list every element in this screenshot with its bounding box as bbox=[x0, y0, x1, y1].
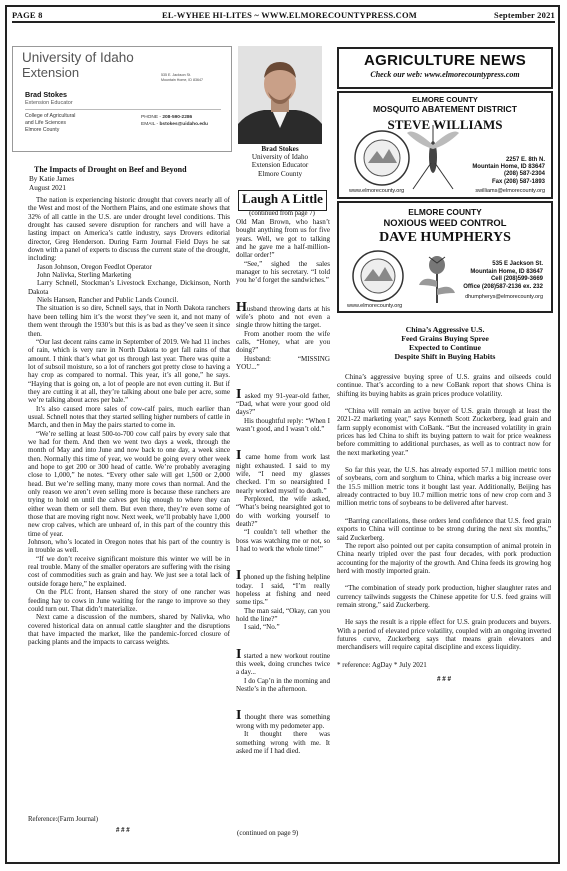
ad-address: 535 E Jackson St. Mountain Home, ID 83647 Cell (208)599-3669 Office (208)587-2136 ex. 232 bbox=[463, 261, 543, 290]
drop-cap: I bbox=[236, 708, 242, 724]
paragraph: China’s aggressive buying spree of U.S. grains and oilseeds could continue. That’s according to a new CoBank report that shows China is shifting its buying habits as grain prices produce volatility. bbox=[337, 373, 551, 398]
agriculture-news-banner bbox=[337, 47, 553, 89]
photo-caption: Brad Stokes University of Idaho Extension Educator Elmore County bbox=[251, 145, 309, 178]
uidaho-logo: University of Idaho bbox=[22, 50, 134, 65]
ad-contact-name: STEVE WILLIAMS bbox=[387, 117, 503, 132]
card-email: bstokes@uidaho.edu bbox=[159, 122, 208, 127]
joke-text: From another room the wife calls, “Honey, what are you doing?” bbox=[236, 329, 330, 355]
joke-text: I do Cap’n in the morning and Nestle’s in the afternoon. bbox=[236, 676, 330, 694]
drop-cap: I bbox=[236, 386, 242, 402]
ad-department: NOXIOUS WEED CONTROL bbox=[383, 217, 507, 228]
article-title-china: China’s Aggressive U.S. Feed Grains Buying Spree Expected to Continue Despite Shift in Buying Habits bbox=[394, 325, 496, 361]
page-header bbox=[12, 7, 555, 21]
end-mark: # # # bbox=[436, 674, 452, 683]
card-name: Brad Stokes bbox=[25, 90, 67, 99]
drought-reference: Reference:(Farm Journal) bbox=[28, 816, 99, 823]
joke-text: I said, “No.” bbox=[244, 623, 280, 632]
ad-address: 2257 E. 8th N. Mountain Home, ID 83647 (208) 587-2304 Fax (208) 587-1893 bbox=[472, 157, 545, 185]
joke-text: thought there was something wrong with my pedometer app. bbox=[236, 713, 330, 730]
ag-news-title: AGRICULTURE NEWS bbox=[363, 52, 526, 69]
paragraph: The nation is experiencing historic drought that covers nearly all of the West and most of the Northern Plains, and one estimate shows that 32% of all cattle in the U.S. are under drought level conditions. This drought has caused severe disruption for ranchers and will have a lasting impact on America’s cattle industry, says Drovers editorial director, Greg Henderson. During Farm Journal Field Days he sat down with a panel of experts to discuss the current state of the drought, including: bbox=[28, 196, 230, 263]
joke-text: asked my 91-year-old father, “Dad, what were your good old days?” bbox=[236, 391, 330, 417]
article-byline: By Katie James August 2021 bbox=[29, 175, 75, 192]
author-photo bbox=[238, 46, 322, 144]
paragraph: “We’re selling at least 500-to-700 cow calf pairs by every sale that we had for them. And then we went two days a week, through the month of May and into June and now back to one day, a week since then. Normally this time of year, we would be going every other week and hope to get 200 or 300 head of cattle. We’re probably averaging close to 1,000,” he notes. “Every other sale will get 1,500 or 2,000 head. But we’re selling many, many more cows than normal. And the only reason we aren’t even selling more is because these ranchers are trying to hold on until the calves get big enough to where they can either wean them or sell them. But even there, they’re even some of those that are moving right now. Next week, we’ll probably have 1,000 new crop calves, which are unheard of, in this part of the country this time of year. bbox=[28, 429, 230, 538]
ad-county: ELMORE COUNTY bbox=[412, 95, 478, 104]
ad-email: dhumpherys@elmorecounty.org bbox=[465, 294, 543, 300]
drop-cap: I bbox=[236, 646, 242, 662]
joke-text: The man said, “Okay, can you hold the line?” bbox=[236, 606, 330, 624]
joke-text: Husband: “MISSING YOU...” bbox=[236, 354, 330, 372]
paragraph: It’s also caused more sales of cow-calf pairs, much earlier than usual. Schnell notes that they started selling higher numbers of cattle in March, and then in May the pairs started to come in. bbox=[28, 404, 230, 430]
continued-on-page: (continued on page 9) bbox=[237, 829, 299, 837]
mosquito-abatement-ad bbox=[337, 91, 553, 199]
panel-member: John Nalivka, Sterling Marketing bbox=[37, 271, 132, 280]
paragraph: “China will remain an active buyer of U.S. grain through at least the 2021-22 marketing year,” says Kenneth Scott Zuckerberg, lead grain and farm supply economist with CoBank. “But the increased volatility in grain prices has led China to shift its buying pattern to wait for price weakness before committing to additional purchases, as well as to contract now for the next marketing year.” bbox=[337, 407, 551, 457]
card-department: College of Agricultural and Life Sciences Elmore County bbox=[25, 113, 76, 133]
publication-line: EL-WYHEE HI-LITES ~ WWW.ELMORECOUNTYPRESS.COM bbox=[162, 10, 418, 20]
china-reference: * reference: AgDay * July 2021 bbox=[337, 660, 427, 669]
noxious-weed-ad bbox=[337, 201, 553, 313]
thistle-weed-icon bbox=[415, 251, 459, 303]
issue-date: September 2021 bbox=[494, 10, 555, 20]
drop-cap: H bbox=[236, 299, 247, 315]
ad-county: ELMORE COUNTY bbox=[408, 207, 482, 217]
drop-cap: I bbox=[236, 448, 242, 464]
ad-website: www.elmorecounty.org bbox=[347, 303, 403, 309]
paragraph: “The combination of steady pork production, higher slaughter rates and currency tailwinds suggests the Chinese appetite for U.S. feed grains will remain strong,” said Zuckerberg. bbox=[337, 584, 551, 609]
laugh-continued-from: (continued from page 7) bbox=[249, 210, 315, 217]
ag-news-website: Check our web: www.elmorecountypress.com bbox=[370, 70, 520, 79]
china-article-body bbox=[337, 373, 551, 683]
joke-text: phoned up the fishing helpline today. I said, “I’m really hopeless at fishing and need some tips.” bbox=[236, 573, 330, 607]
paragraph: On the PLC front, Hansen shared the story of one rancher was feeding hay to cows in June waiting for the range to improve so they could turn out. That didn’t materialize. bbox=[28, 588, 230, 613]
ad-website: www.elmorecounty.org bbox=[349, 188, 405, 194]
paragraph: He says the result is a ripple effect for U.S. grain producers and buyers. With a period of elevated price volatility, coupled with an ongoing inverted futures curve, Zuckerberg says that means grain elevators and merchandisers will require capital discipline and excess liquidity. bbox=[337, 618, 551, 652]
joke-text: started a new workout routine this week, doing crunches twice a day... bbox=[236, 651, 330, 677]
paragraph: The situation is so dire, Schnell says, that in North Dakota ranchers have been telling him it’s the worst they’ve seen it, and not many of them went through the 1930’s but this is as bad as they’ve seen it since then. bbox=[28, 304, 230, 338]
drought-article-body bbox=[28, 196, 230, 647]
joke-text: It thought there was something wrong with me. It asked me if I had died. bbox=[236, 730, 330, 755]
joke-text: came home from work last night exhausted. I said to my wife, “I need my glasses checked. I’m so nearsighted I nearly worked myself to death.” bbox=[236, 453, 330, 495]
ad-email: swilliams@elmorecounty.org bbox=[475, 188, 545, 194]
end-mark: # # # bbox=[116, 827, 130, 834]
article-title-drought: The Impacts of Drought on Beef and Beyond bbox=[34, 165, 187, 174]
joke-text: usband throwing darts at his wife’s photo and not even a single throw hitting the target. bbox=[236, 304, 330, 330]
card-address: 535 E. Jackson St. Mountain Home, ID 83647 bbox=[161, 73, 203, 82]
county-seal-icon bbox=[351, 249, 405, 303]
panel-member: Niels Hansen, Rancher and Public Lands Council. bbox=[37, 296, 179, 305]
card-title: Extension Educator bbox=[25, 100, 73, 106]
paragraph: So far this year, the U.S. has already exported 57.1 million metric tons of soybeans, corn and sorghum to China, which marks a big increase over the 15.5 million metric tons it bought last year. Additionally, Beijing has already contracted to buy 10.7 million metric tons of new crop corn and 3 million metric tons of soybeans to be delivered after harvest. bbox=[337, 466, 551, 508]
paragraph: “If we don’t receive significant moisture this winter we will be in real trouble. Many of the smaller operators are suffering with the rising cost of commodities such as grain and hay. We just see a total lack of outside forage here,” he explained. bbox=[28, 554, 230, 588]
uidaho-business-card bbox=[12, 46, 232, 152]
paragraph: Next came a discussion of the numbers, shared by Nalivka, who covered historical data on annual cattle slaughter and the disruptions that have impacted the market, like the pandemic-forced closure of packing plants and the impacts to carcass weights. bbox=[28, 613, 230, 647]
card-contact: PHONE - 208-590-2286 EMAIL - bstokes@uidaho.edu bbox=[141, 115, 208, 127]
paragraph: Johnson, who’s located in Oregon notes that his part of the country is in trouble as well. bbox=[28, 538, 230, 555]
paragraph: The report also pointed out per capita consumption of animal protein in China nearly tripled over the past four decades, with pork production accounting for the majority of the growth. And China feeds its growing hog herd with mostly imported grain. bbox=[337, 541, 551, 575]
page-number: PAGE 8 bbox=[12, 10, 43, 20]
card-divider bbox=[25, 109, 221, 110]
ad-district: MOSQUITO ABATEMENT DISTRICT bbox=[372, 104, 518, 114]
extension-logo-text: Extension bbox=[22, 65, 80, 80]
joke-text: “I couldn’t tell whether the boss was watching me or not, so I had to work the whole time!” bbox=[236, 528, 330, 553]
drop-cap: I bbox=[236, 568, 242, 584]
card-phone: 208-590-2286 bbox=[162, 115, 193, 120]
joke-text: Old Man Brown, who hasn’t bought anything from us for five years. Well, we got to talking and he gave me a half-million-dollar order!” bbox=[236, 218, 330, 260]
panel-member: Larry Schnell, Stockman’s Livestock Exchange, Dickinson, North Dakota bbox=[28, 279, 230, 296]
panel-member: Jason Johnson, Oregon Feedlot Operator bbox=[37, 262, 152, 271]
joke-text: His thoughtful reply: “When I wasn’t good, and I wasn’t old.” bbox=[236, 416, 330, 433]
joke-text: Perplexed, the wife asked, “What’s being nearsighted got to do with working yourself to death?” bbox=[236, 494, 330, 528]
paragraph: “Our last decent rains came in September of 2019. We had 11 inches of rain, which is very rare in North Dakota to get fall rains of that amount. I think that’s what got us through last year. There was quite a lot of subsoil moisture, so a lot of ranchers got pretty close to having a hay crop as compared to normal. This year, it’s all gone,” he says. “Haying that is going on, a lot of people are not even cutting it. But if they are cutting it at all, they’re talking about one bale per acre, some we’re talking about acres per bale.” bbox=[28, 337, 230, 405]
laugh-a-little-title: Laugh A Little bbox=[238, 190, 327, 211]
portrait-image bbox=[238, 46, 322, 144]
paragraph: “Barring cancellations, these orders lend confidence that U.S. feed grain exports to China will continue to be strong during the next six months,” said Zuckerberg. bbox=[337, 516, 551, 542]
joke-text: “See,” sighed the sales manager to his secretary. “I told you he’d forget the sandwiches.” bbox=[236, 259, 330, 285]
county-seal-icon bbox=[353, 129, 411, 187]
header-rule bbox=[12, 21, 555, 23]
laugh-column bbox=[236, 218, 330, 755]
mosquito-icon bbox=[405, 123, 461, 193]
ad-contact-name: DAVE HUMPHERYS bbox=[379, 230, 511, 245]
